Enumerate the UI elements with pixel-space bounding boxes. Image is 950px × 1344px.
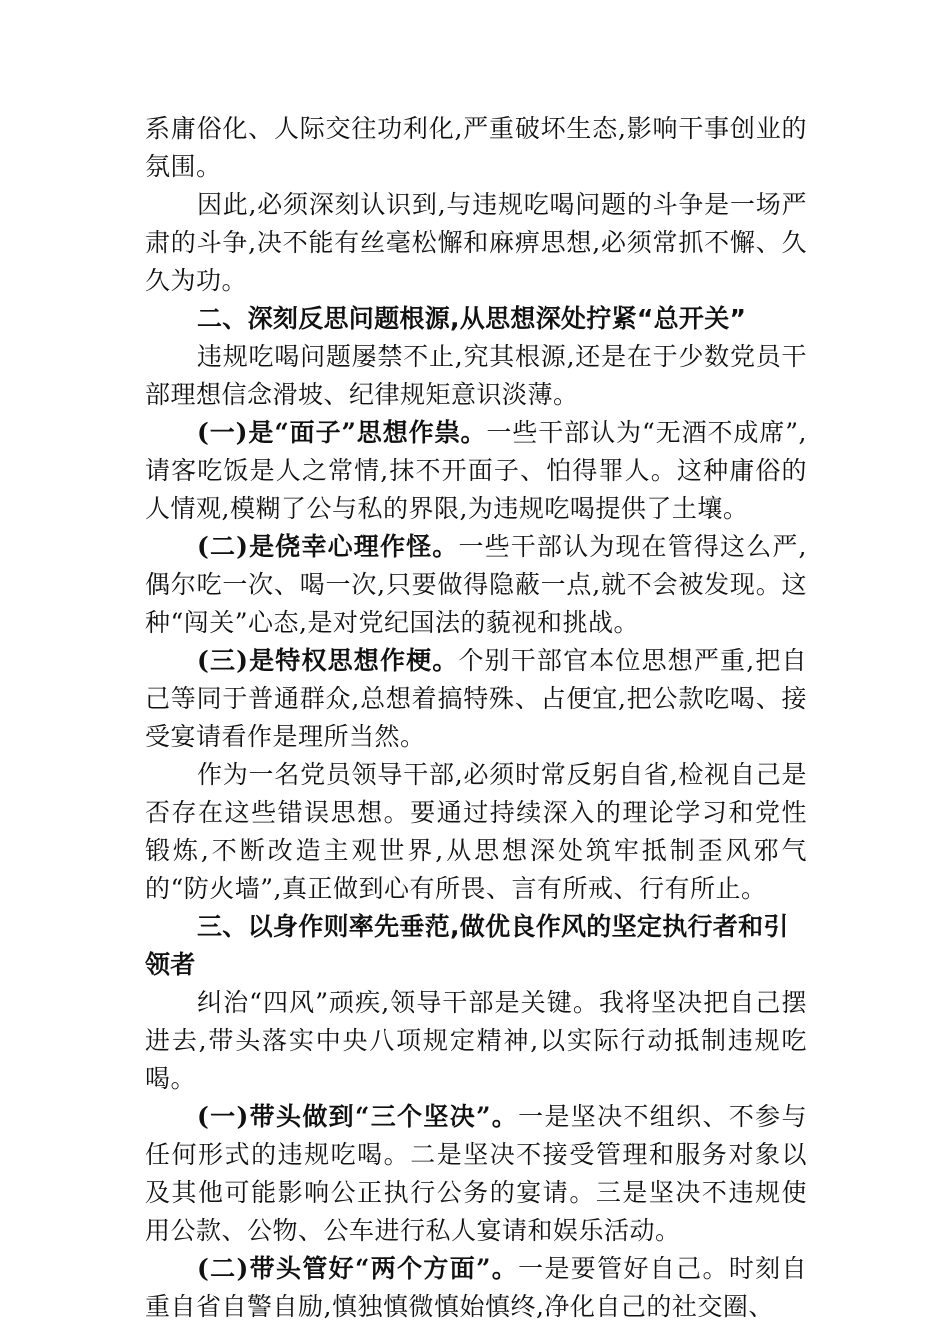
- paragraph-lead: (一)带头做到“三个坚决”。: [197, 1102, 519, 1131]
- body-paragraph-10: (二)带头管好“两个方面”。一是要管好自己。时刻自重自省自警自励,慎独慎微慎始慎终,净化自己的社交圈、: [145, 1254, 807, 1321]
- body-paragraph-2: 因此,必须深刻认识到,与违规吃喝问题的斗争是一场严肃的斗争,决不能有丝毫松懈和麻痹思想,必须常抓不懈、久久为功。: [145, 190, 807, 295]
- paragraph-lead: (二)是侥幸心理作怪。: [197, 532, 459, 561]
- section-heading-3: 三、以身作则率先垂范,做优良作风的坚定执行者和引领者: [145, 912, 789, 979]
- paragraph-lead: (三)是特权思想作梗。: [197, 646, 459, 675]
- paragraph-lead: (一)是“面子”思想作祟。: [197, 418, 487, 447]
- paragraph-lead: (二)带头管好“两个方面”。: [197, 1254, 519, 1283]
- body-paragraph-5: (二)是侥幸心理作怪。一些干部认为现在管得这么严,偶尔吃一次、喝一次,只要做得隐蔽一点,就不会被发现。这种“闯关”心态,是对党纪国法的藐视和挑战。: [145, 532, 807, 637]
- body-paragraph-9: (一)带头做到“三个坚决”。一是坚决不组织、不参与任何形式的违规吃喝。二是坚决不接受管理和服务对象以及其他可能影响公正执行公务的宴请。三是坚决不违规使用公款、公物、公车进行私人宴请和娱乐活动。: [145, 1102, 807, 1245]
- body-paragraph-3: 违规吃喝问题屡禁不止,究其根源,还是在于少数党员干部理想信念滑坡、纪律规矩意识淡薄。: [145, 342, 807, 409]
- body-paragraph-6: (三)是特权思想作梗。个别干部官本位思想严重,把自己等同于普通群众,总想着搞特殊、占便宜,把公款吃喝、接受宴请看作是理所当然。: [145, 646, 807, 751]
- section-heading-2: 二、深刻反思问题根源,从思想深处拧紧“总开关”: [197, 304, 747, 333]
- body-paragraph-4: (一)是“面子”思想作祟。一些干部认为“无酒不成席”,请客吃饭是人之常情,抹不开面子、怕得罪人。这种庸俗的人情观,模糊了公与私的界限,为违规吃喝提供了土壤。: [145, 418, 808, 523]
- body-paragraph-7: 作为一名党员领导干部,必须时常反躬自省,检视自己是否存在这些错误思想。要通过持续深入的理论学习和党性锻炼,不断改造主观世界,从思想深处筑牢抵制歪风邪气的“防火墙”,真正做到心有所畏、言有所戒、行有所止。: [145, 760, 807, 903]
- body-paragraph-8: 纠治“四风”顽疾,领导干部是关键。我将坚决把自己摆进去,带头落实中央八项规定精神,以实际行动抵制违规吃喝。: [145, 988, 807, 1093]
- body-paragraph-1: 系庸俗化、人际交往功利化,严重破坏生态,影响干事创业的氛围。: [145, 114, 807, 181]
